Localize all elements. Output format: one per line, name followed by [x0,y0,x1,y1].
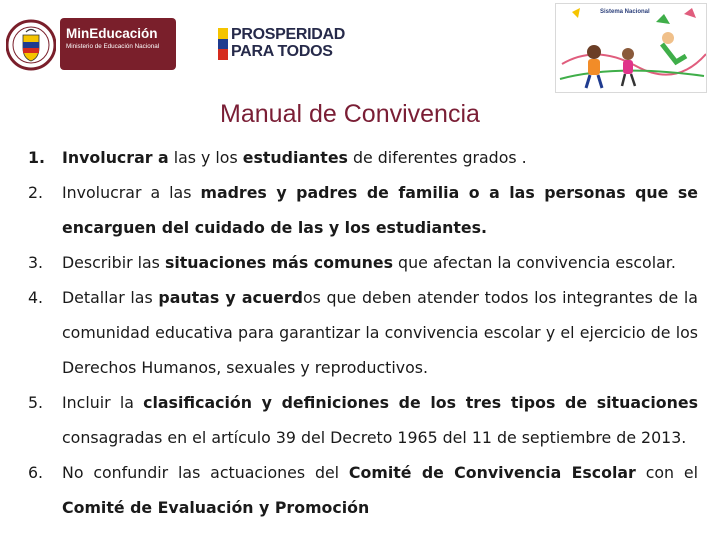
list-item-text [62,385,698,455]
mineducacion-logo [60,18,176,70]
list-item-number: 5. [28,393,44,412]
list-item-segment: No confundir las actuaciones del [62,463,349,482]
list-item-segment: Comité de Evaluación y Promoción [62,498,370,517]
list-item-text [62,245,698,280]
list-item-segment: pautas y acuerd [158,288,303,307]
header [0,0,720,95]
children-playing-illustration [556,4,707,93]
list-item-segment: consagradas en el artículo 39 del Decreto 1965 del 11 de septiembre de 2013. [62,428,687,447]
list-item-segment: que afectan la convivencia escolar. [393,253,676,272]
list-item-segment: de diferentes grados . [347,148,527,167]
list-item [28,385,698,455]
list-item-text [62,140,698,175]
list-item-number: 4. [28,288,44,307]
list-item-number: 1. [28,148,45,167]
list-item-text [62,175,698,245]
list-item-segment: las y los [168,148,243,167]
page-title: Manual de Convivencia [220,100,480,128]
colombia-flag-stripe-icon [218,28,228,60]
list-item-segment: o a las personas que se encarguen del cuidado de las y los estudiantes. [62,183,699,237]
requirements-list [28,140,698,525]
list-item-number: 6. [28,463,44,482]
prosperidad-line1: PROSPERIDAD [231,26,346,43]
prosperidad-logo [218,26,348,66]
list-item-segment: estudiantes [242,148,348,167]
list-item-number: 3. [28,253,44,272]
list-item-segment: Comité de Convivencia Escolar [348,463,636,482]
mineducacion-logo-subtitle: Ministerio de Educación Nacional [66,43,160,50]
colombia-shield-logo [6,18,56,72]
list-item-segment: clasificación y definiciones de los tres tipos de situaciones [143,393,698,412]
list-item-segment: situaciones más comunes [164,253,394,272]
list-item [28,140,698,175]
list-item-text [62,280,698,385]
list-item [28,245,698,280]
list-item-segment: os que deben atender todos los integrantes de la comunidad educativa para garantizar la convivencia escolar y el ejercicio de los Derechos Humanos, sexuales y reproductivos. [62,288,698,377]
list-item [28,280,698,385]
prosperidad-line2: PARA TODOS [231,43,333,60]
list-item-segment: Incluir la [62,393,144,412]
list-item-segment: Detallar las [62,288,159,307]
mineducacion-logo-name: MinEducación [66,26,158,41]
sistema-nacional-convivencia-logo [555,3,707,93]
list-item-number: 2. [28,183,44,202]
prosperidad-logo-text [231,26,345,60]
sistema-nacional-title: Sistema Nacional [600,9,650,15]
list-item [28,455,698,525]
list-item-text [62,455,698,525]
list-item-segment: madres y padres de familia [200,183,460,202]
list-item-segment: con el [635,463,699,482]
list-item-segment: Involucrar a [62,148,169,167]
list-item-segment: Describir las [62,253,165,272]
list-item [28,175,698,245]
list-item-segment: Involucrar a las [62,183,201,202]
